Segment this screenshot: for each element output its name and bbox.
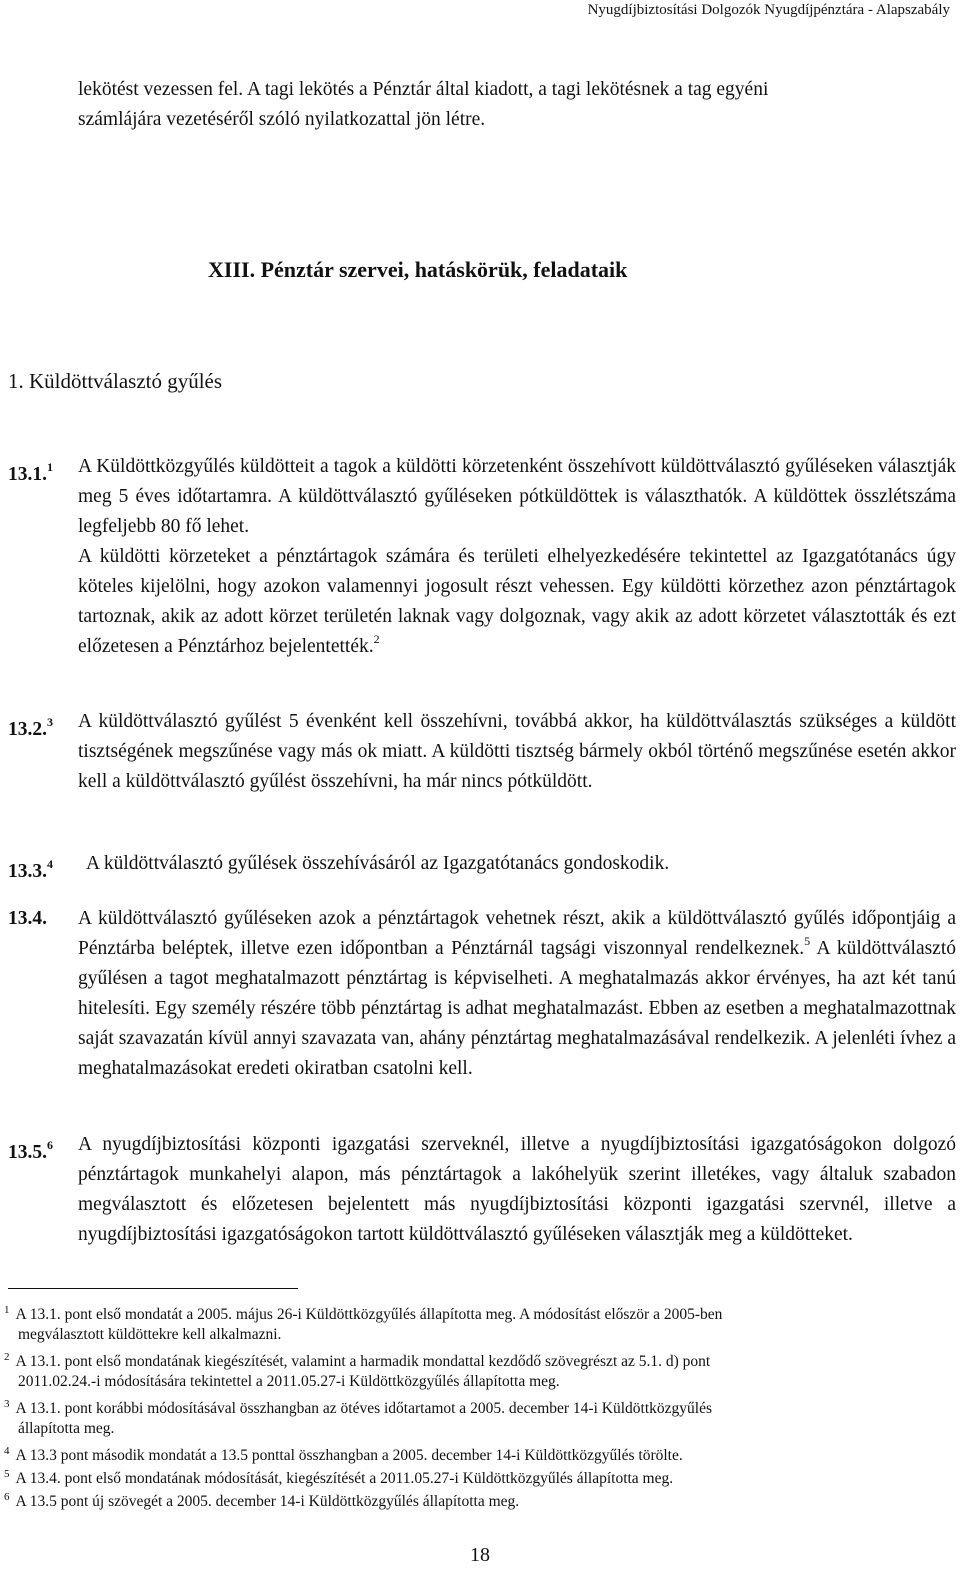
section-text-13-4: A küldöttválasztó gyűléseken azok a pénztártagok vehetnek részt, akik a küldöttválasztó gyűlés időpontjáig a Pénztárba beléptek, illetve ezen időpontban a Pénztárnál tagsági viszonnyal rendelkeznek.$^5$ A küldöttválasztó gyűlésen a tagot meghatalmazott pénztártag is képviselheti. A meghatalmazás akkor érvényes, ha azt két tanú hitelesíti. Egy személy részére több pénztártag is adhat meghatalmazást. Ebben az esetben a meghatalmazottnak saját szavazatán kívül annyi szavazata van, ahány pénztártag meghatalmazásával rendelkezik. A jelenléti ívhez a meghatalmazásokat eredeti okiratban csatolni kell. (78, 908, 957, 1079)
footnote-3: $^3$ A 13.1. pont korábbi módosításával összhangban az ötéves időtartamot a 2005. december 14-i Küldöttközgyűlés állapította meg. (4, 1398, 712, 1437)
section-number-13-3: 13.3.$^4$ (8, 857, 53, 882)
section-number-13-5: 13.5.$^6$ (8, 1138, 53, 1163)
footnote-ref: 4 (47, 857, 53, 871)
footnote-4: $^4$ A 13.3 pont második mondatát a 13.5 ponttal összhangban a 2005. december 14-i Küldöttközgyűlés törölte. (4, 1445, 683, 1464)
section-text-13-1: A Küldöttközgyűlés küldötteit a tagok a küldötti körzetenként összehívott küldöttválasztó gyűléseken választják meg 5 éves időtartamra. A küldöttválasztó gyűléseken pótküldöttek is választhatók. A küldöttek összlétszáma legfeljebb 80 fő lehet. A küldötti körzeteket a pénztártagok számára és területi elhelyezkedésére tekintettel az Igazgatótanács úgy köteles kijelölni, hogy azokon valamennyi jogosult részt vehessen. Egy küldötti körzethez azon pénztártagok tartoznak, akik az adott körzet területén laknak vagy dolgoznak, vagy akik az adott körzetet választották és ezt előzetesen a Pénztárhoz bejelentették.$^2$ (78, 452, 956, 662)
intro-line-2: számlájára vezetéséről szóló nyilatkozattal jön létre. (78, 109, 486, 130)
footnote-ref: 3 (47, 715, 53, 729)
footnote-divider (8, 1288, 298, 1289)
footnote-1: $^1$ A 13.1. pont első mondatát a 2005. május 26-i Küldöttközgyűlés állapította meg. A módosítást először a 2005-ben megválasztott küldöttekre kell alkalmazni. (4, 1304, 723, 1343)
section-number-13-4: 13.4. (8, 908, 47, 929)
running-header: Nyugdíjbiztosítási Dolgozók Nyugdíjpénztára - Alapszabály (587, 2, 950, 18)
intro-line-1: lekötést vezessen fel. A tagi lekötés a Pénztár által kiadott, a tagi lekötésnek a tag egyéni (78, 79, 769, 100)
section-text-13-1-part2: A küldötti körzeteket a pénztártagok számára és területi elhelyezkedésére tekintettel az Igazgatótanács úgy köteles kijelölni, hogy azokon valamennyi jogosult részt vehessen. Egy küldötti körzethez azon pénztártagok tartoznak, akik az adott körzet területén laknak vagy dolgoznak, vagy akik az adott körzetet választották és ezt előzetesen a Pénztárhoz bejelentették.$^2$ (78, 546, 956, 657)
page-number: 18 (470, 1544, 490, 1566)
chapter-title: XIII. Pénztár szervei, hatáskörük, feladataik (208, 257, 628, 282)
footnote-2: $^2$ A 13.1. pont első mondatának kiegészítését, valamint a harmadik mondattal kezdődő szövegrészt az 5.1. d) pont 2011.02.24.-i módosítására tekintettel a 2011.05.27-i Küldöttközgyűlés állapította meg. (4, 1351, 711, 1390)
section-text-13-2: A küldöttválasztó gyűlést 5 évenként kell összehívni, továbbá akkor, ha küldöttválasztás szükséges a küldött tisztségének megszűnése vagy más ok miatt. A küldötti tisztség bármely okból történő megszűnése esetén akkor kell a küldöttválasztó gyűlést összehívni, ha már nincs pótküldött. (78, 711, 956, 792)
footnote-ref: 5 (804, 934, 811, 948)
footnote-ref: 1 (47, 460, 53, 474)
footnote-5: $^5$ A 13.4. pont első mondatának módosítását, kiegészítését a 2011.05.27-i Küldöttközgyűlés állapította meg. (4, 1468, 674, 1487)
section-text-13-5: A nyugdíjbiztosítási központi igazgatási szerveknél, illetve a nyugdíjbiztosítási igazgatóságokon dolgozó pénztártagok munkahelyi alapon, más pénztártagok a lakóhelyük szerint illetékes, vagy általuk szabadon megválasztott és előzetesen bejelentett más nyugdíjbiztosítási központi igazgatási szervnél, illetve a nyugdíjbiztosítási igazgatóságokon tartott küldöttválasztó gyűléseken választják meg a küldötteket. (78, 1134, 956, 1245)
section-text-13-3: A küldöttválasztó gyűlések összehívásáról az Igazgatótanács gondoskodik. (86, 853, 670, 874)
footnote-6: $^6$ A 13.5 pont új szövegét a 2005. december 14-i Küldöttközgyűlés állapította meg. (4, 1491, 520, 1510)
footnote-ref: 6 (47, 1138, 53, 1152)
subsection-title: 1. Küldöttválasztó gyűlés (8, 369, 223, 393)
section-number-13-1: 13.1.$^1$ (8, 460, 53, 485)
footnote-ref: 2 (373, 632, 380, 646)
section-number-13-2: 13.2.$^3$ (8, 715, 53, 740)
